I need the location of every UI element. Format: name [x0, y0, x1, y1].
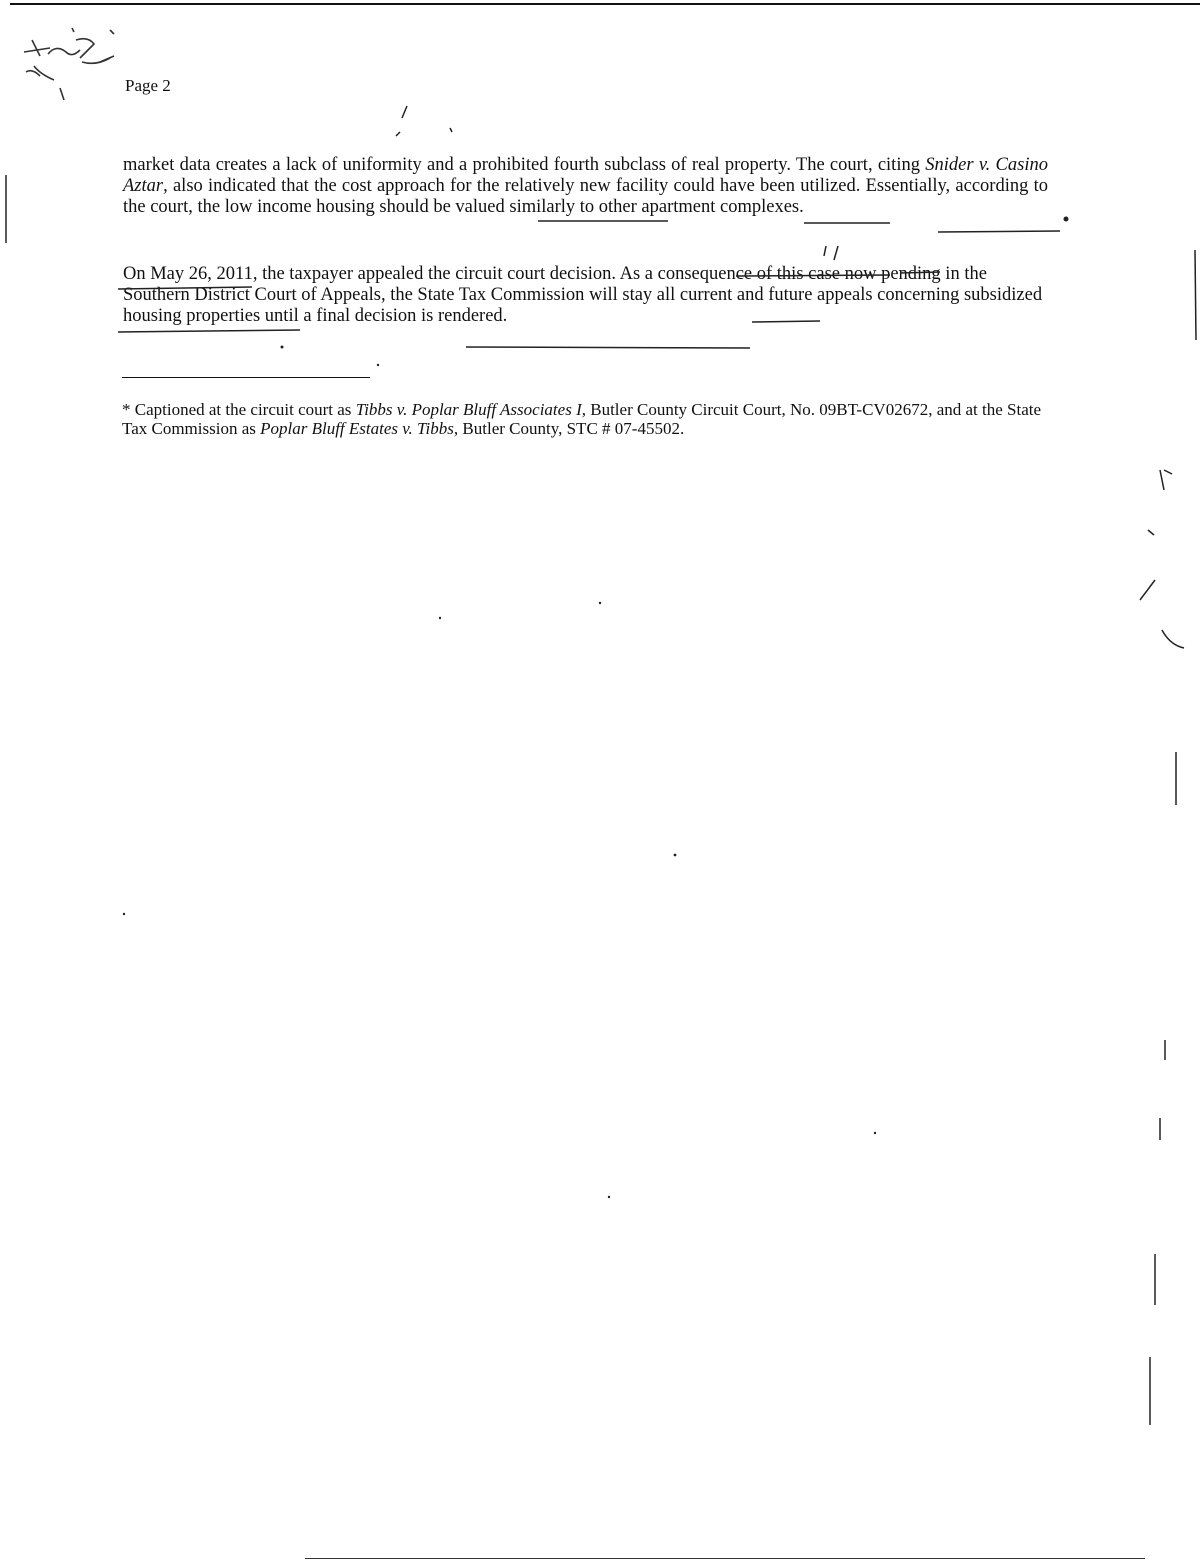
case-citation: Snider v. Casino Aztar	[123, 155, 1048, 196]
paragraph-text: market data creates a lack of uniformity and a prohibited fourth subclass of real property. The court, citing	[123, 155, 926, 175]
body-paragraph-2: On May 26, 2011, the taxpayer appealed the circuit court decision. As a consequence of this case now pending in the Southern District Court of Appeals, the State Tax Commission will stay all current and future appeals concerning subsidized housing properties until a final decision is rendered.	[123, 264, 1043, 326]
footnote-text: , Butler County, STC # 07-45502.	[453, 419, 685, 438]
paragraph-text: , also indicated that the cost approach for the relatively new facility could have been utilized. Essentially, according to the court, the low income housing should be valued similarly to other apartment complexes.	[123, 176, 1048, 217]
footnote-text: , Butler County Circuit Court, No. 09BT-CV02672, and at the State Tax Commission as	[122, 400, 1042, 438]
case-citation: Poplar Bluff Estates v. Tibbs	[260, 419, 454, 438]
case-citation: Tibbs v. Poplar Bluff Associates I	[355, 400, 582, 419]
footnote-text: * Captioned at the circuit court as	[122, 400, 356, 419]
page-number: Page 2	[125, 76, 171, 95]
bottom-border-rule	[305, 1558, 1145, 1559]
